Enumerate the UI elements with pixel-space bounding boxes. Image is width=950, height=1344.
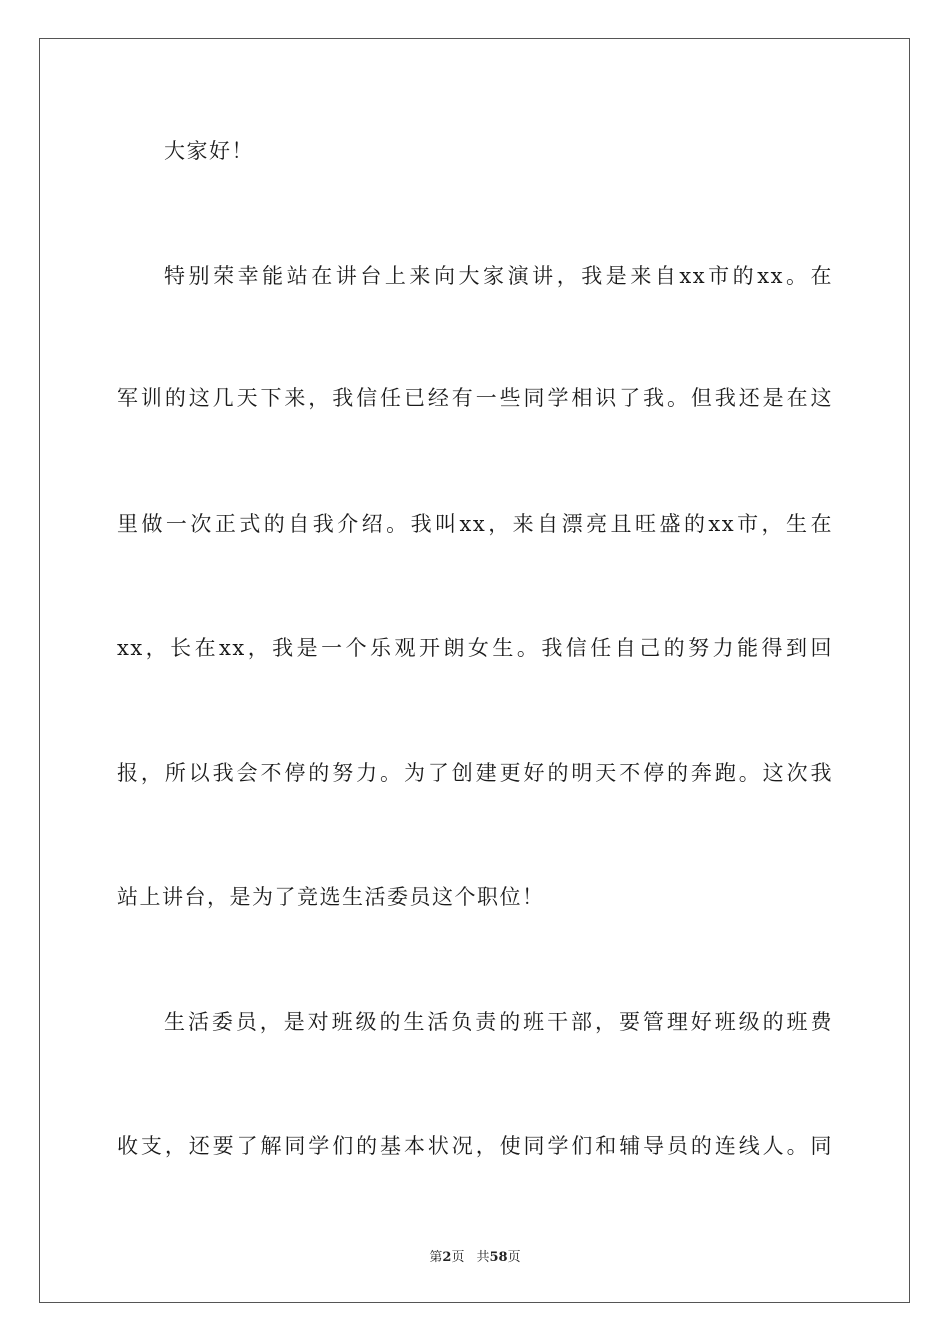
footer-total-suffix: 页 xyxy=(507,1250,521,1265)
paragraph-line: 生活委员，是对班级的生活负责的班干部，要管理好班级的班费 xyxy=(164,1010,833,1034)
paragraph-line: 站上讲台，是为了竞选生活委员这个职位！ xyxy=(117,885,545,909)
footer-page-current: 2 xyxy=(442,1250,452,1265)
paragraph-line: 收支，还要了解同学们的基本状况，使同学们和辅导员的连线人。同 xyxy=(117,1134,833,1158)
footer-page-prefix: 第 xyxy=(429,1250,443,1265)
paragraph-line: 军训的这几天下来，我信任已经有一些同学相识了我。但我还是在这 xyxy=(117,386,833,410)
paragraph-line: 特别荣幸能站在讲台上来向大家演讲，我是来自xx市的xx。在 xyxy=(164,264,833,288)
footer-total-prefix: 共 xyxy=(476,1250,490,1265)
paragraph-line: 里做一次正式的自我介绍。我叫xx，来自漂亮且旺盛的xx市，生在 xyxy=(117,512,833,536)
footer-page-total: 58 xyxy=(489,1250,508,1265)
paragraph-line: xx，长在xx，我是一个乐观开朗女生。我信任自己的努力能得到回 xyxy=(117,636,833,660)
paragraph-line: 报，所以我会不停的努力。为了创建更好的明天不停的奔跑。这次我 xyxy=(117,761,833,785)
page-footer xyxy=(0,1246,950,1265)
page-border xyxy=(39,38,910,1303)
paragraph-line-greeting: 大家好！ xyxy=(164,139,254,163)
footer-page-suffix: 页 xyxy=(451,1250,465,1265)
